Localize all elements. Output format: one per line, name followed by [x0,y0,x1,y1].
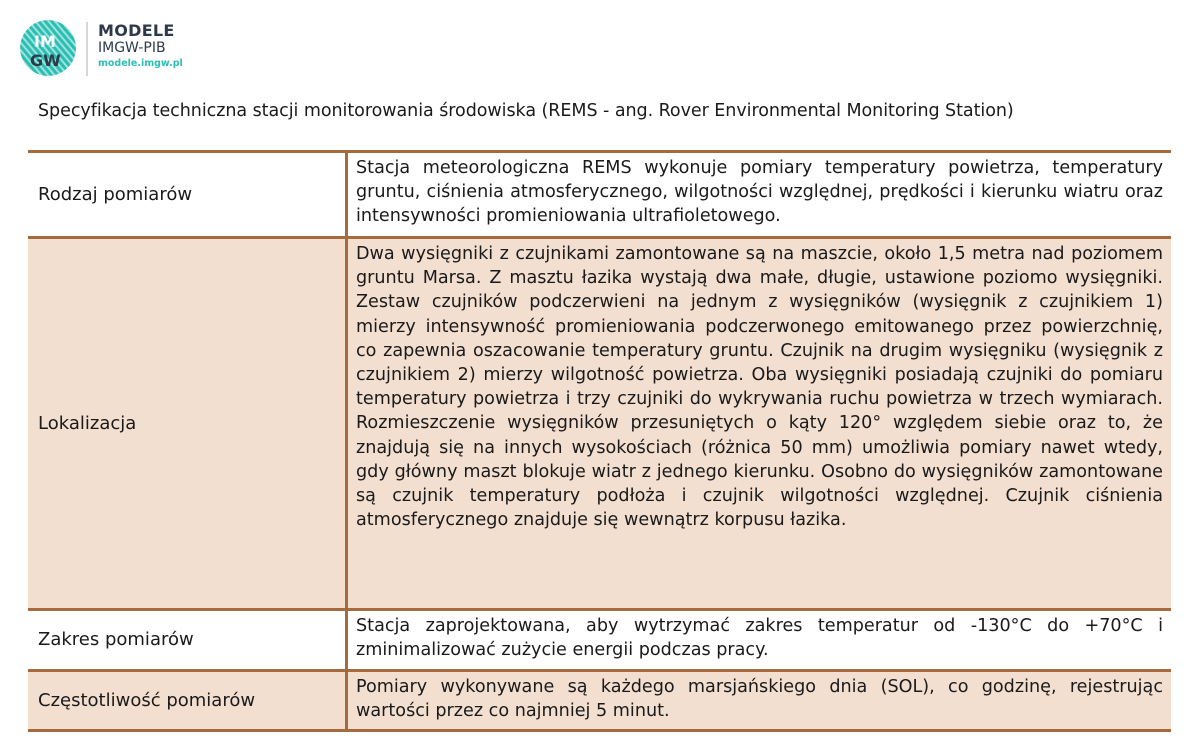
brand-name: MODELE [98,21,175,40]
row-value: Stacja meteorologiczna REMS wykonuje pomiary temperatury powietrza, temperatury gruntu, ciśnienia atmosferycznego, wilgotności względnej, prędkości i kierunku wiatru oraz intensywności promieniowania ultrafioletowego. [345,153,1171,236]
table-row-measurement-frequency [28,672,1171,732]
row-label: Częstotliwość pomiarów [38,689,256,711]
row-label: Lokalizacja [38,412,137,434]
table-row-measurement-type [28,153,1171,239]
svg-text:IM: IM [34,32,56,51]
table-row-measurement-range [28,611,1171,672]
table-row-location [28,239,1171,611]
brand-block [86,22,183,76]
brand-url-link[interactable]: modele.imgw.pl [98,58,183,69]
row-value: Dwa wysięgniki z czujnikami zamontowane są na maszcie, około 1,5 metra nad poziomem gruntu Marsa. Z masztu łazika wystają dwa małe, długie, ustawione poziomo wysięgniki. Zestaw czujników podczerwieni na jednym z wysięgników (wysięgnik z czujnikiem 1) mierzy intensywność promieniowania podczerwonego emitowanego przez powierzchnię, co zapewnia oszacowanie temperatury gruntu. Czujnik na drugim wysięgniku (wysięgnik z czujnikiem 2) mierzy wilgotność powietrza. Oba wysięgniki posiadają czujniki do pomiaru temperatury powietrza i trzy czujniki do wykrywania ruchu powietrza w trzech wymiarach. Rozmieszczenie wysięgników przesuniętych o kąty 120° względem siebie oraz to, że znajdują się na innych wysokościach (różnica 50 mm) umożliwia pomiary nawet wtedy, gdy główny maszt blokuje wiatr z jednego kierunku. Osobno do wysięgników zamontowane są czujnik temperatury podłoża i czujnik wilgotności względnej. Czujnik ciśnienia atmosferycznego znajduje się wewnątrz korpusu łazika. [345,239,1171,608]
imgw-logo-icon [20,20,76,76]
brand-subtitle: IMGW-PIB [98,40,166,56]
row-value: Pomiary wykonywane są każdego marsjańskiego dnia (SOL), co godzinę, rejestrując wartości przez co najmniej 5 minut. [345,672,1171,729]
spec-table [28,150,1171,732]
svg-text:GW: GW [30,51,61,70]
row-label: Zakres pomiarów [38,629,194,650]
row-label: Rodzaj pomiarów [38,183,193,205]
page-title: Specyfikacja techniczna stacji monitorowania środowiska (REMS - ang. Rover Environmental Monitoring Station) [38,101,1014,121]
row-value: Stacja zaprojektowana, aby wytrzymać zakres temperatur od -130°C do +70°C i zminimalizować zużycie energii podczas pracy. [345,611,1171,669]
